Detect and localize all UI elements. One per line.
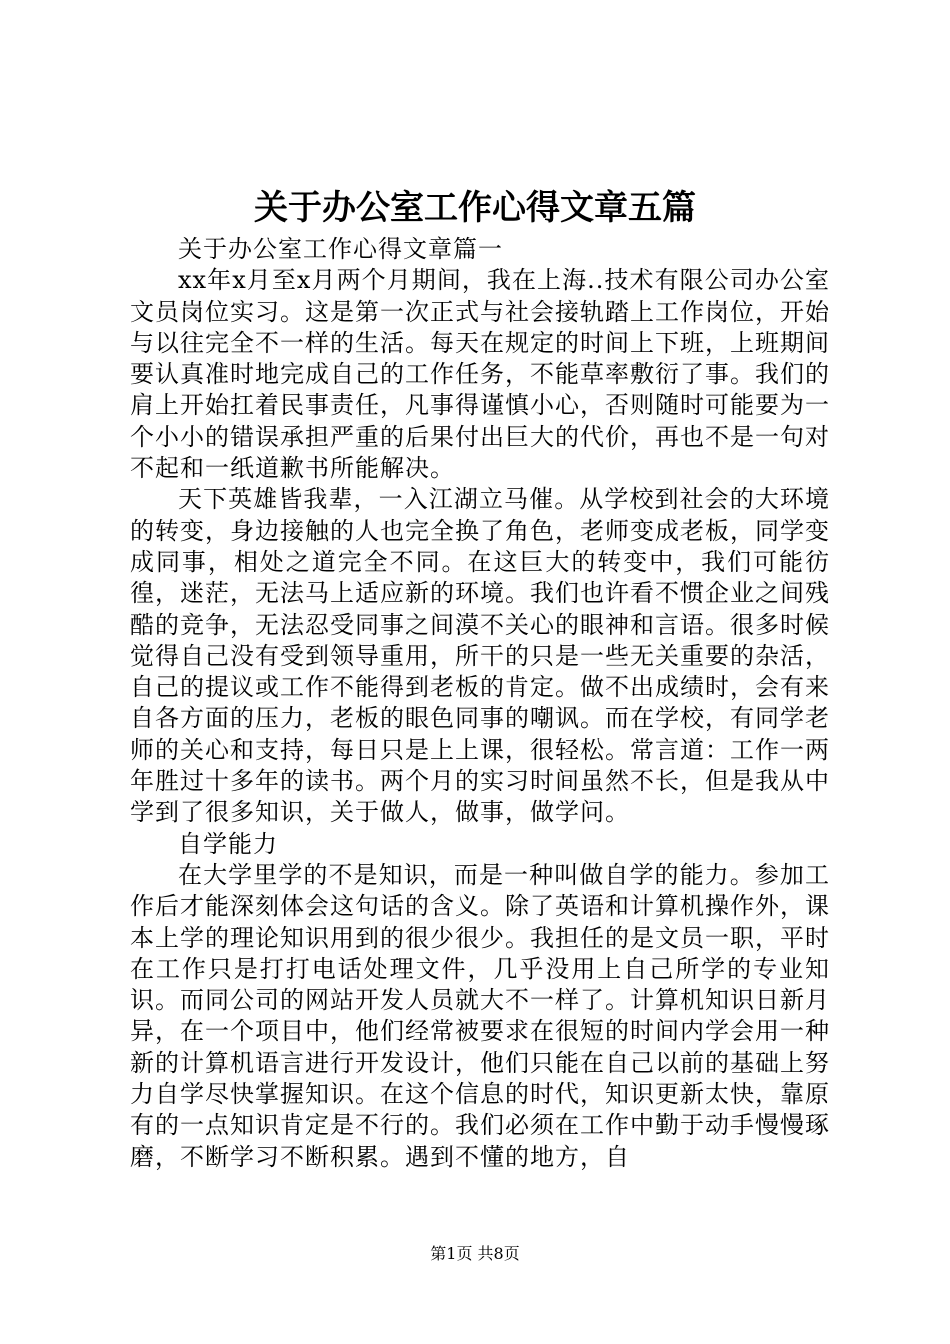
- document-title: 关于办公室工作心得文章五篇: [254, 188, 696, 228]
- document-body: [130, 234, 830, 1173]
- page-footer: 第1页 共8页: [430, 1244, 520, 1263]
- section-heading-1: 关于办公室工作心得文章篇一: [178, 235, 503, 263]
- paragraph-3: 在大学里学的不是知识，而是一种叫做自学的能力。参加工作后才能深刻体会这句话的含义。除了英语和计算机操作外，课本上学的理论知识用到的很少很少。我担任的是文员一职，平时在工作只是打打电话处理文件，几乎没用上自己所学的专业知识。而同公司的网站开发人员就大不一样了。计算机知识日新月异，在一个项目中，他们经常被要求在很短的时间内学会用一种新的计算机语言进行开发设计，他们只能在自己以前的基础上努力自学尽快掌握知识。在这个信息的时代，知识更新太快，靠原有的一点知识肯定是不行的。我们必须在工作中勤于动手慢慢琢磨，不断学习不断积累。遇到不懂的地方，自: [130, 860, 830, 1171]
- paragraph-1: xx年x月至x月两个月期间，我在上海..技术有限公司办公室文员岗位实习。这是第一次正式与社会接轨踏上工作岗位，开始与以往完全不一样的生活。每天在规定的时间上下班，上班期间要认真准时地完成自己的工作任务，不能草率敷衍了事。我们的肩上开始扛着民事责任，凡事得谨慎小心，否则随时可能要为一个小小的错误承担严重的后果付出巨大的代价，再也不是一句对不起和一纸道歉书所能解决。: [130, 266, 830, 483]
- paragraph-2: 天下英雄皆我辈，一入江湖立马催。从学校到社会的大环境的转变，身边接触的人也完全换了角色，老师变成老板，同学变成同事，相处之道完全不同。在这巨大的转变中，我们可能彷徨，迷茫，无法马上适应新的环境。我们也许看不惯企业之间残酷的竞争，无法忍受同事之间漠不关心的眼神和言语。很多时候觉得自己没有受到领导重用，所干的只是一些无关重要的杂活，自己的提议或工作不能得到老板的肯定。做不出成绩时，会有来自各方面的压力，老板的眼色同事的嘲讽。而在学校，有同学老师的关心和支持，每日只是上上课，很轻松。常言道：工作一两年胜过十多年的读书。两个月的实习时间虽然不长，但是我从中学到了很多知识，关于做人，做事，做学问。: [130, 485, 830, 827]
- section-heading-2: 自学能力: [178, 829, 278, 858]
